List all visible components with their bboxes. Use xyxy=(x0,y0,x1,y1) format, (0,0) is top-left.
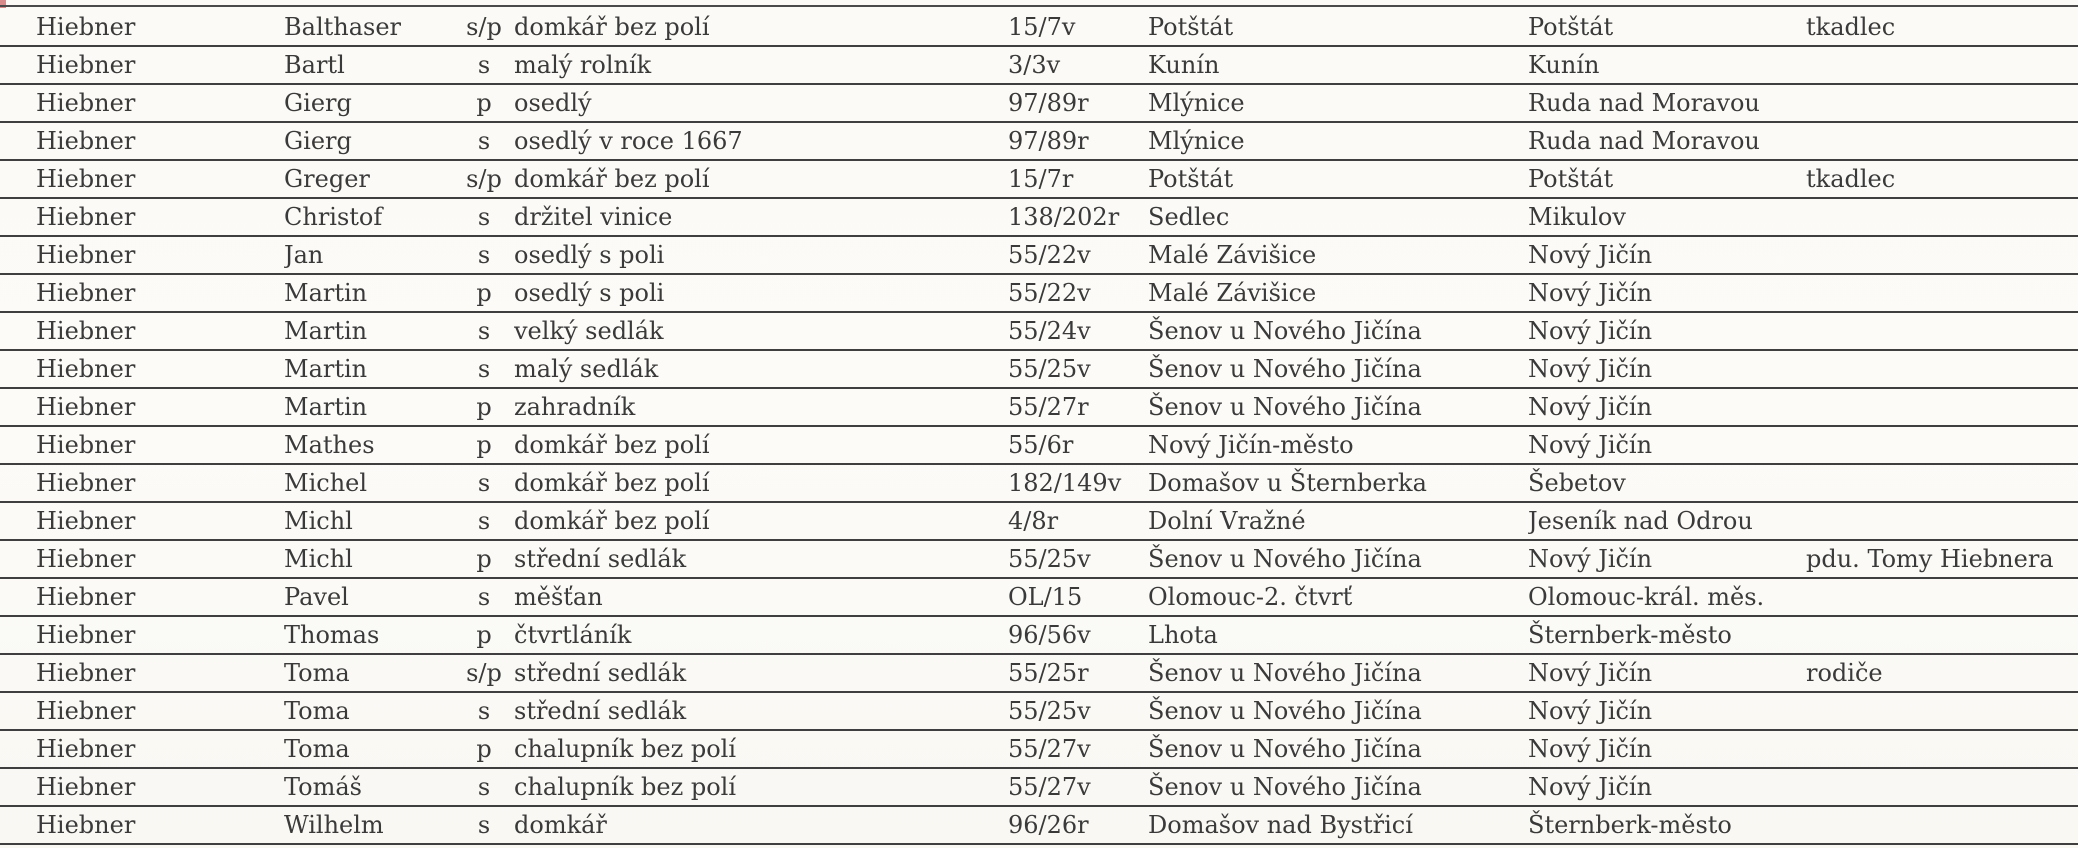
status-cell: osedlý xyxy=(514,84,1008,122)
register-table xyxy=(0,9,2078,845)
given-name-cell: Michl xyxy=(284,502,454,540)
locality-cell: Potštát xyxy=(1148,160,1528,198)
status-cell: velký sedlák xyxy=(514,312,1008,350)
note-cell: pdu. Tomy Hiebnera xyxy=(1806,540,2078,578)
note-cell xyxy=(1806,502,2078,540)
locality-cell: Šenov u Nového Jičína xyxy=(1148,768,1528,806)
register-rows xyxy=(0,9,2078,844)
relation-cell: p xyxy=(454,84,514,122)
surname-cell: Hiebner xyxy=(0,350,284,388)
given-name-cell: Martin xyxy=(284,350,454,388)
note-cell xyxy=(1806,730,2078,768)
folio-cell: 55/27v xyxy=(1008,768,1148,806)
note-cell xyxy=(1806,578,2078,616)
surname-cell: Hiebner xyxy=(0,616,284,654)
folio-cell: 55/27r xyxy=(1008,388,1148,426)
given-name-cell: Gierg xyxy=(284,122,454,160)
locality-cell: Mlýnice xyxy=(1148,122,1528,160)
folio-cell: 55/25v xyxy=(1008,350,1148,388)
note-cell xyxy=(1806,274,2078,312)
relation-cell: s/p xyxy=(454,654,514,692)
relation-cell: s xyxy=(454,806,514,844)
table-row xyxy=(0,46,2078,84)
surname-cell: Hiebner xyxy=(0,274,284,312)
surname-cell: Hiebner xyxy=(0,9,284,46)
note-cell xyxy=(1806,350,2078,388)
note-cell: tkadlec xyxy=(1806,160,2078,198)
table-row xyxy=(0,350,2078,388)
locality-cell: Šenov u Nového Jičína xyxy=(1148,654,1528,692)
locality-cell: Šenov u Nového Jičína xyxy=(1148,730,1528,768)
relation-cell: s xyxy=(454,502,514,540)
relation-cell: s/p xyxy=(454,160,514,198)
table-row xyxy=(0,388,2078,426)
parish-cell: Šternberk-město xyxy=(1528,806,1806,844)
surname-cell: Hiebner xyxy=(0,692,284,730)
given-name-cell: Thomas xyxy=(284,616,454,654)
folio-cell: 55/24v xyxy=(1008,312,1148,350)
surname-cell: Hiebner xyxy=(0,768,284,806)
relation-cell: s xyxy=(454,46,514,84)
folio-cell: 4/8r xyxy=(1008,502,1148,540)
table-row xyxy=(0,198,2078,236)
table-row xyxy=(0,502,2078,540)
parish-cell: Potštát xyxy=(1528,9,1806,46)
relation-cell: s/p xyxy=(454,9,514,46)
note-cell xyxy=(1806,768,2078,806)
parish-cell: Nový Jičín xyxy=(1528,540,1806,578)
relation-cell: p xyxy=(454,730,514,768)
given-name-cell: Pavel xyxy=(284,578,454,616)
locality-cell: Kunín xyxy=(1148,46,1528,84)
given-name-cell: Bartl xyxy=(284,46,454,84)
table-row xyxy=(0,160,2078,198)
parish-cell: Nový Jičín xyxy=(1528,426,1806,464)
surname-cell: Hiebner xyxy=(0,540,284,578)
given-name-cell: Jan xyxy=(284,236,454,274)
locality-cell: Mlýnice xyxy=(1148,84,1528,122)
locality-cell: Šenov u Nového Jičína xyxy=(1148,312,1528,350)
parish-cell: Mikulov xyxy=(1528,198,1806,236)
given-name-cell: Toma xyxy=(284,692,454,730)
folio-cell: 55/25r xyxy=(1008,654,1148,692)
relation-cell: p xyxy=(454,274,514,312)
status-cell: střední sedlák xyxy=(514,540,1008,578)
surname-cell: Hiebner xyxy=(0,388,284,426)
status-cell: domkář bez polí xyxy=(514,426,1008,464)
relation-cell: p xyxy=(454,426,514,464)
relation-cell: s xyxy=(454,578,514,616)
status-cell: čtvrtláník xyxy=(514,616,1008,654)
folio-cell: 55/25v xyxy=(1008,540,1148,578)
locality-cell: Olomouc-2. čtvrť xyxy=(1148,578,1528,616)
table-row xyxy=(0,274,2078,312)
given-name-cell: Toma xyxy=(284,730,454,768)
note-cell xyxy=(1806,312,2078,350)
status-cell: domkář bez polí xyxy=(514,160,1008,198)
folio-cell: 96/26r xyxy=(1008,806,1148,844)
parish-cell: Nový Jičín xyxy=(1528,312,1806,350)
table-row xyxy=(0,84,2078,122)
locality-cell: Šenov u Nového Jičína xyxy=(1148,388,1528,426)
relation-cell: s xyxy=(454,350,514,388)
locality-cell: Nový Jičín-město xyxy=(1148,426,1528,464)
note-cell xyxy=(1806,616,2078,654)
parish-cell: Ruda nad Moravou xyxy=(1528,84,1806,122)
status-cell: měšťan xyxy=(514,578,1008,616)
given-name-cell: Balthaser xyxy=(284,9,454,46)
table-row xyxy=(0,692,2078,730)
table-row xyxy=(0,9,2078,46)
folio-cell: OL/15 xyxy=(1008,578,1148,616)
parish-cell: Nový Jičín xyxy=(1528,236,1806,274)
status-cell: osedlý v roce 1667 xyxy=(514,122,1008,160)
note-cell xyxy=(1806,122,2078,160)
surname-cell: Hiebner xyxy=(0,236,284,274)
parish-cell: Šternberk-město xyxy=(1528,616,1806,654)
given-name-cell: Toma xyxy=(284,654,454,692)
parish-cell: Nový Jičín xyxy=(1528,654,1806,692)
locality-cell: Malé Závišice xyxy=(1148,274,1528,312)
status-cell: střední sedlák xyxy=(514,654,1008,692)
given-name-cell: Martin xyxy=(284,274,454,312)
table-row xyxy=(0,616,2078,654)
surname-cell: Hiebner xyxy=(0,312,284,350)
status-cell: zahradník xyxy=(514,388,1008,426)
note-cell xyxy=(1806,464,2078,502)
folio-cell: 96/56v xyxy=(1008,616,1148,654)
note-cell xyxy=(1806,426,2078,464)
locality-cell: Šenov u Nového Jičína xyxy=(1148,540,1528,578)
status-cell: chalupník bez polí xyxy=(514,730,1008,768)
given-name-cell: Greger xyxy=(284,160,454,198)
folio-cell: 97/89r xyxy=(1008,122,1148,160)
table-row xyxy=(0,768,2078,806)
status-cell: domkář bez polí xyxy=(514,9,1008,46)
surname-cell: Hiebner xyxy=(0,730,284,768)
given-name-cell: Michl xyxy=(284,540,454,578)
parish-cell: Nový Jičín xyxy=(1528,350,1806,388)
parish-cell: Nový Jičín xyxy=(1528,274,1806,312)
parish-cell: Ruda nad Moravou xyxy=(1528,122,1806,160)
top-rule xyxy=(0,5,2078,7)
surname-cell: Hiebner xyxy=(0,502,284,540)
relation-cell: s xyxy=(454,198,514,236)
parish-cell: Nový Jičín xyxy=(1528,730,1806,768)
parish-cell: Šebetov xyxy=(1528,464,1806,502)
note-cell xyxy=(1806,806,2078,844)
table-row xyxy=(0,540,2078,578)
note-cell xyxy=(1806,236,2078,274)
note-cell xyxy=(1806,198,2078,236)
table-row xyxy=(0,806,2078,844)
status-cell: malý rolník xyxy=(514,46,1008,84)
locality-cell: Šenov u Nového Jičína xyxy=(1148,692,1528,730)
parish-cell: Nový Jičín xyxy=(1528,692,1806,730)
surname-cell: Hiebner xyxy=(0,84,284,122)
table-row xyxy=(0,730,2078,768)
table-row xyxy=(0,464,2078,502)
folio-cell: 55/25v xyxy=(1008,692,1148,730)
relation-cell: s xyxy=(454,312,514,350)
folio-cell: 138/202r xyxy=(1008,198,1148,236)
table-row xyxy=(0,122,2078,160)
surname-cell: Hiebner xyxy=(0,464,284,502)
folio-cell: 97/89r xyxy=(1008,84,1148,122)
given-name-cell: Mathes xyxy=(284,426,454,464)
parish-cell: Olomouc-král. měs. xyxy=(1528,578,1806,616)
status-cell: domkář bez polí xyxy=(514,464,1008,502)
relation-cell: s xyxy=(454,464,514,502)
parish-cell: Kunín xyxy=(1528,46,1806,84)
folio-cell: 55/22v xyxy=(1008,274,1148,312)
locality-cell: Dolní Vražné xyxy=(1148,502,1528,540)
relation-cell: p xyxy=(454,540,514,578)
locality-cell: Lhota xyxy=(1148,616,1528,654)
note-cell xyxy=(1806,84,2078,122)
locality-cell: Potštát xyxy=(1148,9,1528,46)
parish-cell: Nový Jičín xyxy=(1528,388,1806,426)
note-cell xyxy=(1806,388,2078,426)
status-cell: malý sedlák xyxy=(514,350,1008,388)
locality-cell: Sedlec xyxy=(1148,198,1528,236)
given-name-cell: Christof xyxy=(284,198,454,236)
given-name-cell: Martin xyxy=(284,388,454,426)
locality-cell: Domašov nad Bystřicí xyxy=(1148,806,1528,844)
table-row xyxy=(0,236,2078,274)
folio-cell: 55/22v xyxy=(1008,236,1148,274)
parish-cell: Jeseník nad Odrou xyxy=(1528,502,1806,540)
surname-cell: Hiebner xyxy=(0,122,284,160)
folio-cell: 55/27v xyxy=(1008,730,1148,768)
note-cell xyxy=(1806,46,2078,84)
surname-cell: Hiebner xyxy=(0,198,284,236)
relation-cell: s xyxy=(454,122,514,160)
folio-cell: 15/7r xyxy=(1008,160,1148,198)
locality-cell: Malé Závišice xyxy=(1148,236,1528,274)
status-cell: chalupník bez polí xyxy=(514,768,1008,806)
status-cell: domkář xyxy=(514,806,1008,844)
surname-cell: Hiebner xyxy=(0,578,284,616)
note-cell: rodiče xyxy=(1806,654,2078,692)
surname-cell: Hiebner xyxy=(0,806,284,844)
table-row xyxy=(0,426,2078,464)
given-name-cell: Michel xyxy=(284,464,454,502)
folio-cell: 3/3v xyxy=(1008,46,1148,84)
surname-cell: Hiebner xyxy=(0,654,284,692)
folio-cell: 182/149v xyxy=(1008,464,1148,502)
parish-cell: Potštát xyxy=(1528,160,1806,198)
status-cell: domkář bez polí xyxy=(514,502,1008,540)
relation-cell: s xyxy=(454,236,514,274)
status-cell: střední sedlák xyxy=(514,692,1008,730)
status-cell: osedlý s poli xyxy=(514,274,1008,312)
surname-cell: Hiebner xyxy=(0,426,284,464)
surname-cell: Hiebner xyxy=(0,160,284,198)
note-cell xyxy=(1806,692,2078,730)
table-row xyxy=(0,312,2078,350)
relation-cell: s xyxy=(454,768,514,806)
locality-cell: Šenov u Nového Jičína xyxy=(1148,350,1528,388)
note-cell: tkadlec xyxy=(1806,9,2078,46)
folio-cell: 55/6r xyxy=(1008,426,1148,464)
given-name-cell: Martin xyxy=(284,312,454,350)
relation-cell: s xyxy=(454,692,514,730)
locality-cell: Domašov u Šternberka xyxy=(1148,464,1528,502)
table-row xyxy=(0,578,2078,616)
folio-cell: 15/7v xyxy=(1008,9,1148,46)
table-row xyxy=(0,654,2078,692)
relation-cell: p xyxy=(454,616,514,654)
relation-cell: p xyxy=(454,388,514,426)
given-name-cell: Tomáš xyxy=(284,768,454,806)
status-cell: osedlý s poli xyxy=(514,236,1008,274)
given-name-cell: Wilhelm xyxy=(284,806,454,844)
surname-cell: Hiebner xyxy=(0,46,284,84)
status-cell: držitel vinice xyxy=(514,198,1008,236)
given-name-cell: Gierg xyxy=(284,84,454,122)
parish-cell: Nový Jičín xyxy=(1528,768,1806,806)
